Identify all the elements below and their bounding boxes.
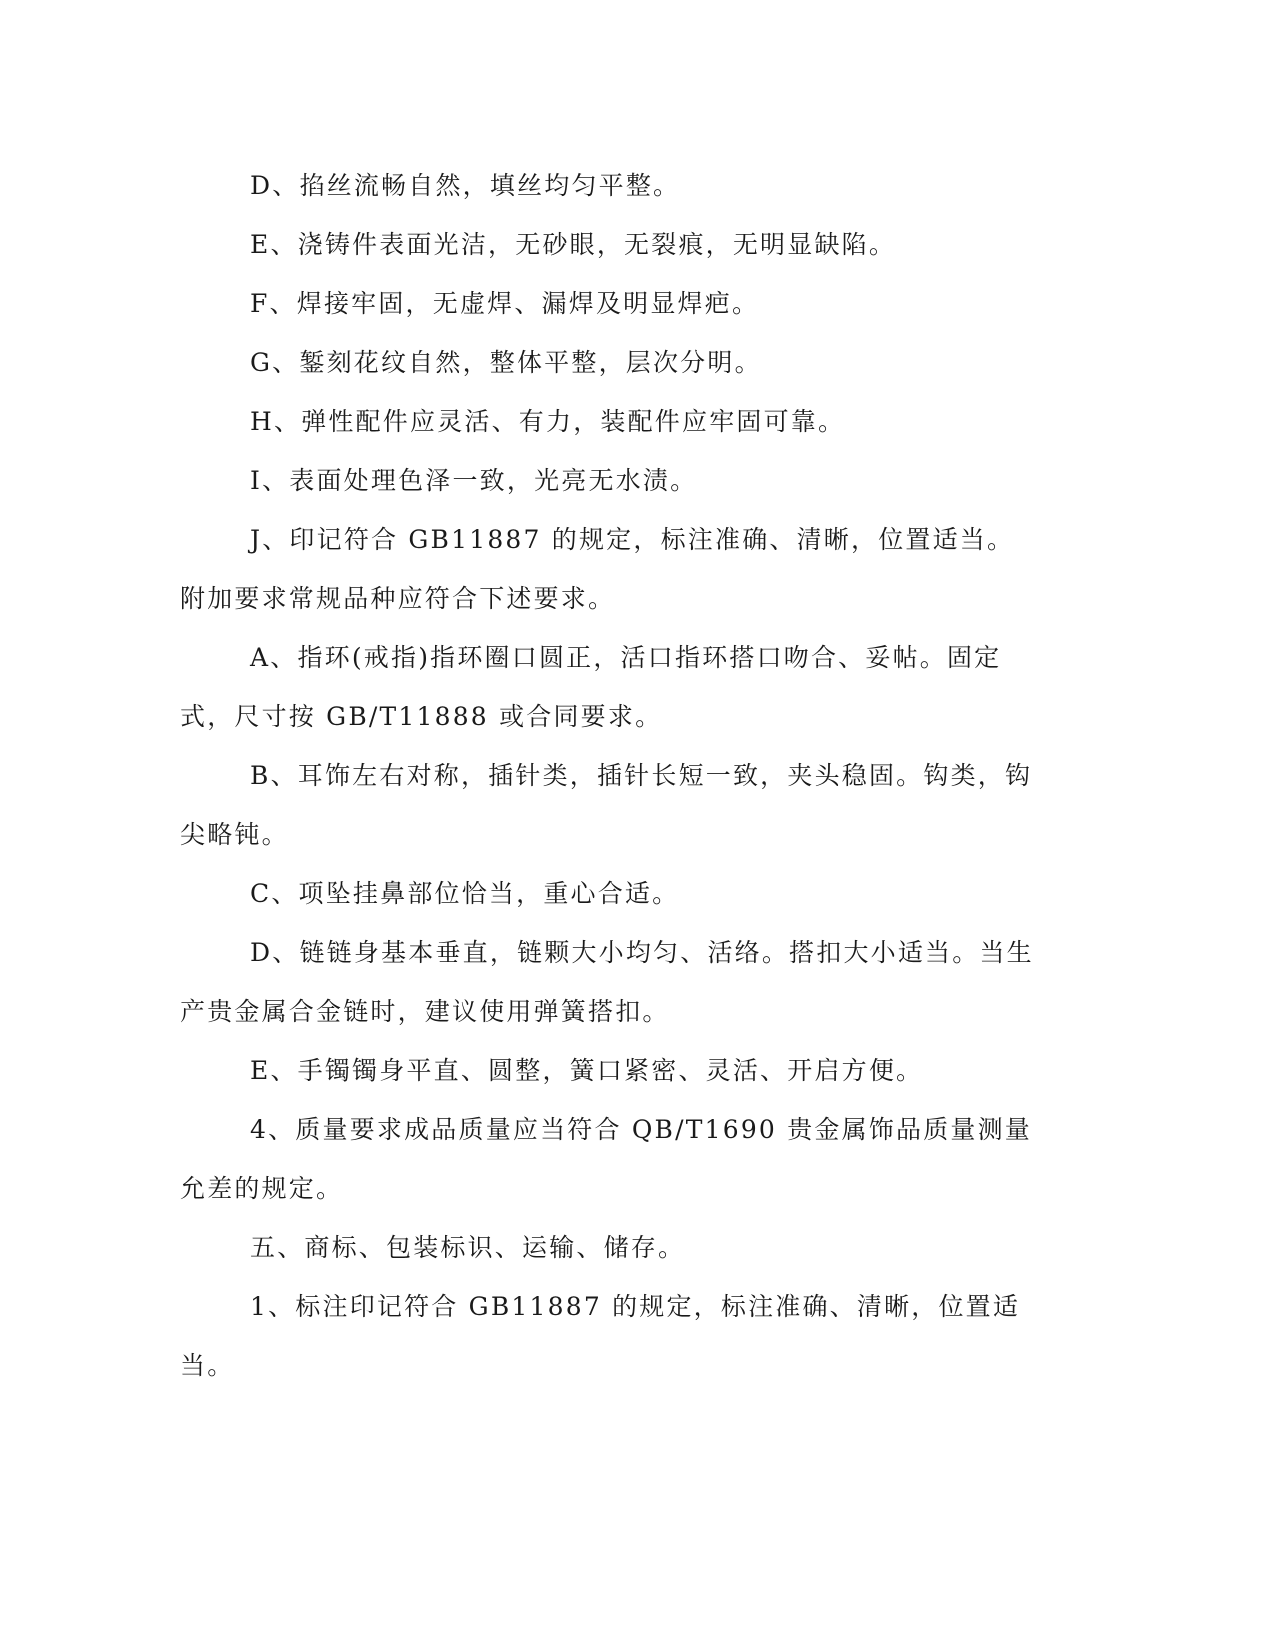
paragraph-e-casting: E、浇铸件表面光洁，无砂眼，无裂痕，无明显缺陷。 bbox=[250, 230, 897, 259]
paragraph-d-chain: D、链链身基本垂直，链颗大小均匀、活络。搭扣大小适当。当生产贵金属合金链时，建议使用弹簧搭扣。 bbox=[180, 938, 1034, 1026]
paragraph-4-quality: 4、质量要求成品质量应当符合 QB/T1690 贵金属饰品质量测量允差的规定。 bbox=[180, 1115, 1032, 1203]
paragraph-1-marking: 1、标注印记符合 GB11887 的规定，标注准确、清晰，位置适当。 bbox=[180, 1292, 1021, 1380]
paragraph-b-earring: B、耳饰左右对称，插针类，插针长短一致，夹头稳固。钩类，钩尖略钝。 bbox=[180, 761, 1033, 849]
paragraph-h-fittings: H、弹性配件应灵活、有力，装配件应牢固可靠。 bbox=[250, 407, 846, 436]
paragraph-a-ring: A、指环(戒指)指环圈口圆正，活口指环搭口吻合、妥帖。固定式，尺寸按 GB/T11888 或合同要求。 bbox=[180, 643, 1002, 731]
paragraph-j-marking: J、印记符合 GB11887 的规定，标注准确、清晰，位置适当。附加要求常规品种应符合下述要求。 bbox=[180, 525, 1015, 613]
paragraph-g-engraving: G、錾刻花纹自然，整体平整，层次分明。 bbox=[250, 348, 762, 377]
paragraph-c-pendant: C、项坠挂鼻部位恰当，重心合适。 bbox=[250, 879, 680, 908]
document-body bbox=[180, 156, 1040, 1395]
paragraph-d-filigree: D、掐丝流畅自然，填丝均匀平整。 bbox=[250, 171, 681, 200]
paragraph-i-surface: I、表面处理色泽一致，光亮无水渍。 bbox=[250, 466, 698, 495]
paragraph-e-bracelet: E、手镯镯身平直、圆整，簧口紧密、灵活、开启方便。 bbox=[250, 1056, 924, 1085]
section-heading-5: 五、商标、包装标识、运输、储存。 bbox=[250, 1233, 686, 1262]
paragraph-f-welding: F、焊接牢固，无虚焊、漏焊及明显焊疤。 bbox=[250, 289, 760, 318]
